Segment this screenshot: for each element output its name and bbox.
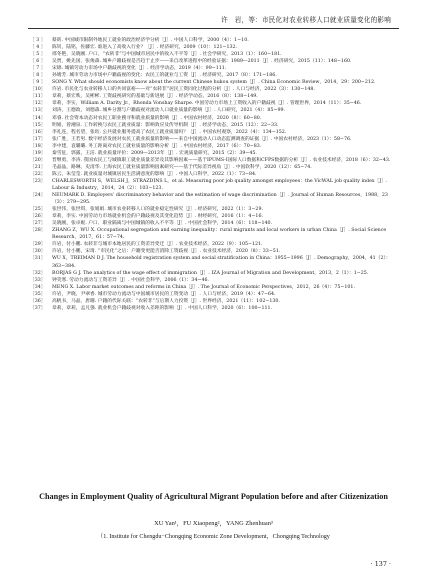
reference-item — [28, 255, 399, 269]
reference-item — [28, 157, 399, 164]
reference-text: 张世伟，张世琪，张娟娟. 城市农业转移人口的就业稳定性研究［J］. 经济研究，2022（1）：3−29. — [52, 207, 263, 213]
reference-text: MENG X. Labor market outcomes and reforms in China［J］. The Journal of Economic Perspectives，2012，26（4）：75−101. — [52, 284, 355, 290]
reference-item — [28, 100, 399, 107]
reference-number: ［18］ — [30, 143, 46, 149]
reference-number: ［20］ — [30, 157, 46, 163]
reference-item — [28, 122, 399, 129]
reference-number: ［10］ — [30, 87, 46, 93]
reference-list — [28, 37, 399, 312]
reference-number: ［27］ — [30, 221, 46, 227]
reference-number: ［13］ — [30, 108, 46, 114]
reference-number: ［35］ — [30, 291, 46, 297]
reference-number: ［ 8 ］ — [30, 73, 46, 79]
reference-text: NEUMARK D. Employers’ discriminatory behavior and the estimation of wage discrimination［J］. Journal of Human Resources，1988，23（3）：279−295. — [52, 193, 388, 206]
reference-number: ［19］ — [30, 150, 46, 156]
reference-item — [28, 206, 399, 213]
reference-number: ［17］ — [30, 136, 46, 142]
reference-item — [28, 291, 399, 298]
reference-number: ［ 3 ］ — [30, 38, 46, 43]
reference-text: 明娟，曾湘泉. 工作转换与农民工就业质量：影响效应及传导机制［J］. 经济学动态，2015（12）：22−33. — [52, 122, 279, 128]
reference-number: ［12］ — [30, 101, 46, 107]
reference-item — [28, 93, 399, 100]
reference-item — [28, 44, 399, 51]
reference-number: ［14］ — [30, 115, 46, 121]
reference-item — [28, 227, 399, 241]
reference-text: 张广胜，王若男. 数字经济发展对农民工就业质量的影响——来自中国流动人口动态监测调查的证据［J］. 中国农村经济，2023（1）：58−76. — [52, 136, 352, 142]
reference-number: ［31］ — [30, 256, 46, 262]
reference-item — [28, 136, 399, 143]
reference-number: ［37］ — [30, 305, 46, 311]
reference-text: 钟笑寒. 劳动力流动与工资差异［J］. 中国社会科学，2006（1）：34−46. — [52, 277, 210, 283]
reference-text: WU X，TREIMAN D J. The household registration system and social stratification in China：1955−1996［J］. Demography，2004，41（2）：363−384. — [52, 256, 391, 269]
reference-number: ［ 9 ］ — [30, 80, 46, 86]
page-number: · 137 · — [370, 560, 391, 568]
reference-item — [28, 115, 399, 122]
reference-text: 章莉，李实. 中国劳动力市场就业机会的户籍歧视及其变化趋势［J］. 财经研究，2016（1）：4−16. — [52, 214, 263, 220]
reference-text: 陈钊，陆铭，佐藤宏. 谁进入了高收入行业？［J］. 经济研究，2009（10）：121−132. — [52, 45, 238, 51]
reference-item — [28, 107, 399, 114]
reference-text: 毛晶晶，路琳，史清华. 上海农民工就业质量影响因素研究——基于代际差异视角［J］. 中国软科学，2020（12）：65−74. — [52, 164, 312, 170]
reference-item — [28, 86, 399, 93]
reference-text: SONG Y. What should economists know about the current Chinese hukou system［J］. China Economic Review，2014，29：200−212. — [52, 80, 376, 86]
reference-number: ［25］ — [30, 207, 46, 213]
reference-item — [28, 164, 399, 171]
reference-text: 章莉，章莉，孟凡强. 就业机会户籍歧视对收入差距的影响［J］. 中国人口科学，2020（6）：100−111. — [52, 305, 273, 311]
reference-item — [28, 72, 399, 79]
reference-number: ［32］ — [30, 270, 46, 276]
reference-item — [28, 129, 399, 136]
reference-text: 许岩，付小鹏. 农转非与城市本地居民的工资差异变迁［J］. 农业技术经济，2022（9）：105−121. — [52, 242, 263, 248]
reference-item — [28, 241, 399, 248]
reference-number: ［22］ — [30, 171, 46, 177]
reference-text: 孙婧芳. 城市劳动力市场中户籍歧视的变化：农民工的就业与工资［J］. 经济研究，2017（8）：171−186. — [52, 73, 277, 79]
reference-text: 宋锦. 城镇劳动力市场中户籍歧视的变化［J］. 经济学动态，2019（4）：99−111. — [52, 66, 227, 72]
reference-number: ［21］ — [30, 164, 46, 170]
reference-item — [28, 284, 399, 291]
reference-text: 邓睿. 社会资本动态对农民工职业搜寻和就业质量的影响［J］. 中国农村经济，2020（8）：60−80. — [52, 115, 262, 121]
reference-text: 吴晓刚，张卓妮. 户口、职业隔离与中国城镇的收入不平等［J］. 中国社会科学，2014（6）：118−140. — [52, 221, 273, 227]
reference-number: ［11］ — [30, 94, 46, 100]
english-title: Changes in Employment Quality of Agricultural Migrant Population before and after Citizenization — [39, 492, 388, 501]
reference-text: 许岩，尹晓，尹翠香. 城市劳动力流动与中国城市居民的工资变动［J］. 人口与经济，2019（4）：47−64. — [52, 291, 276, 297]
reference-number: ［34］ — [30, 284, 46, 290]
reference-item — [28, 305, 399, 312]
reference-text: 李礼连，程名望，张珩. 公共就业服务提高了农民工就业质量吗？［J］. 中国农村观察，2022（4）：134−152. — [52, 129, 287, 135]
reference-number: ［ 7 ］ — [30, 66, 46, 72]
reference-item — [28, 213, 399, 220]
reference-number: ［ 6 ］ — [30, 59, 46, 65]
reference-text: 章莉，李实，William A. Darity Jr.，Rhonda Vonshay Sharpe. 中国劳动力市场上工资收入的户籍歧视［J］. 管理世界，2014（11）：35−46. — [52, 101, 362, 107]
reference-text: CHARLESWORTH S，WELSH J，STRAZDINS L，et al. Measuring poor job quality amongst employees：the VicWAL job quality index［J］. Labour & Industry，2014，24（2）：103−123. — [52, 178, 388, 191]
reference-item — [28, 220, 399, 227]
reference-item — [28, 51, 399, 58]
running-header: 许 岩，等：市民化对农业转移人口就业质量变化的影响 — [221, 16, 391, 24]
reference-item — [28, 277, 399, 284]
reference-text: 陈云，朱莹莹. 就业质量对城镇居民生活满意度的影响［J］. 中国人口科学，2022（1）：73−84. — [52, 171, 257, 177]
reference-number: ［15］ — [30, 122, 46, 128]
reference-item — [28, 65, 399, 72]
reference-text: 秦雪征，郭露，王洁. 就业质量评价：2009—2013年［J］. 宏观质量研究，2015（2）：39−45. — [52, 150, 257, 156]
reference-number: ［29］ — [30, 242, 46, 248]
reference-item — [28, 143, 399, 150]
reference-text: 许岩，付小鹏，宋琦. “市民化”之后：户籍变更能否消除工资歧视［J］. 农业技术经济，2020（8）：33−51. — [52, 249, 281, 255]
reference-number: ［ 5 ］ — [30, 52, 46, 58]
reference-text: 许岩. 市民化与农业转移人口的共同富裕——对“农转非”居民工资同化过程的分析［J］. 人口与经济，2022（3）：130−148. — [52, 87, 315, 93]
reference-number: ［33］ — [30, 277, 46, 283]
reference-number: ［ 4 ］ — [30, 45, 46, 51]
reference-number: ［26］ — [30, 214, 46, 220]
reference-text: 蔡昉. 中国城市限制外地民工就业的政治经济学分析［J］. 中国人口科学，2000（4）：1−10. — [52, 38, 249, 43]
english-affiliation: （1. Institute for Chengdu−Chongqing Economic Zone Development，Chongqing Technology — [97, 534, 330, 540]
reference-text: 刘涛，王德政，刘德森. 城乡分割与户籍歧视对流动人口就业质量的影响［J］. 人口研究，2021（4）：85−99. — [52, 108, 286, 114]
reference-item — [28, 150, 399, 157]
reference-item — [28, 192, 399, 206]
header-rule — [28, 28, 399, 29]
reference-number: ［24］ — [30, 193, 46, 199]
reference-number: ［36］ — [30, 298, 46, 304]
reference-item — [28, 270, 399, 277]
reference-item — [28, 178, 399, 192]
reference-number: ［16］ — [30, 129, 46, 135]
reference-text: 晋继勇，李涛. 我国农民工与城镇职工就业质量差异及其影响因素——基于IPUMS-I国际人口数据和CFPS数据的分析［J］. 农业技术经济，2018（6）：32−43. — [52, 157, 391, 163]
reference-item — [28, 248, 399, 255]
reference-text: BORJAS G J. The analytics of the wage effect of immigration［J］. IZA Journal of Migration and Development，2013，2（1）：1−25. — [52, 270, 369, 276]
reference-number: ［23］ — [30, 178, 46, 184]
reference-text: 李中建，袁璐璐. 务工距离对农民工就业质量的影响分析［J］. 中国农村经济，2017（6）：70−83. — [52, 143, 262, 149]
reference-text: 吴贾，姚先国，张俊森. 城乡户籍歧视是否趋于止步——来自改革进程中的经验证据：1989—2011［J］. 经济研究，2015（11）：148−160. — [52, 59, 352, 65]
reference-text: ZHANG Z，WU X. Occupational segregation and earning inequality：rural migrants and local workers in urban China［J］. Social Science Research，2017，61：57−74. — [52, 228, 387, 241]
reference-item — [28, 171, 399, 178]
reference-text: 邢冬艳，吴晓刚. 户口、“农转非”与中国城市居民中的收入不平等［J］. 社会学研究，2013（1）：160−181. — [52, 52, 282, 58]
reference-item — [28, 58, 399, 65]
reference-number: ［30］ — [30, 249, 46, 255]
reference-item — [28, 37, 399, 44]
english-authors: XU Yan¹，FU Xiaopeng²，YANG Zhenhuan³ — [154, 520, 273, 527]
reference-text: 高帆书，马晶，唐珊. 户籍的代际关联：“农转非”与后期人力投资［J］. 世界经济，2021（11）：102−130. — [52, 298, 280, 304]
reference-text: 章莉，蔡宏昳，吴彬彬. 工资歧视研究的基础与新进展［J］. 经济学动态，2016（8）：138−149. — [52, 94, 258, 100]
reference-item — [28, 298, 399, 305]
reference-number: ［28］ — [30, 228, 46, 234]
reference-item — [28, 79, 399, 86]
